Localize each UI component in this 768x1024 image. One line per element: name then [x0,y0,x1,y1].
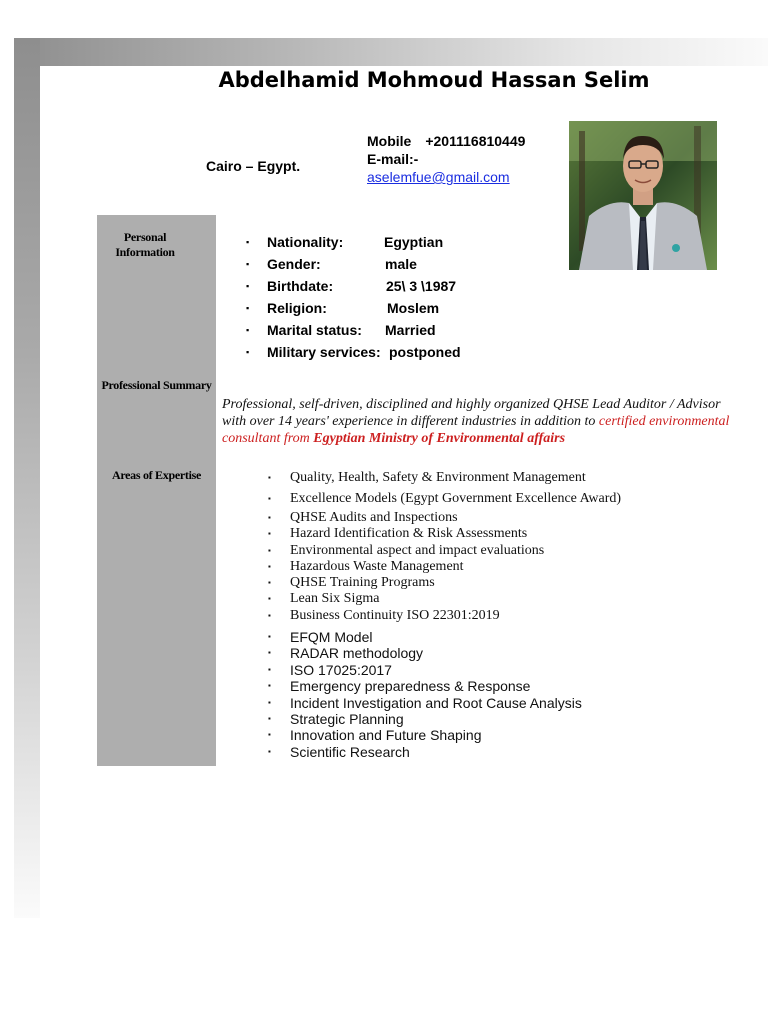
bullet-icon: ▪ [246,281,250,291]
info-label: Gender: [267,256,321,272]
list-item [268,543,544,559]
expertise-item: Excellence Models (Egypt Government Excellence Award) [290,491,622,506]
expertise-item: QHSE Audits and Inspections [290,510,458,525]
bullet-icon: ▪ [268,730,271,740]
bullet-icon: ▪ [246,347,250,357]
list-item [268,678,582,694]
bullet-icon: ▪ [268,610,271,620]
bullet-icon: ▪ [268,529,271,539]
mobile-label: Mobile [367,133,412,149]
expertise-item: Environmental aspect and impact evaluations [290,542,545,558]
expertise-item: Incident Investigation and Root Cause Analysis [290,694,582,711]
expertise-item: RADAR methodology [290,645,424,662]
list-item [268,526,544,542]
bullet-icon: ▪ [268,473,271,482]
list-item [268,711,582,727]
info-value: 25\ 3 \1987 [386,278,457,294]
expertise-list-qhse [268,510,544,624]
list-item [268,510,544,526]
profile-photo [569,121,717,270]
bullet-icon: ▪ [268,714,271,724]
summary-highlight: certified environmental consultant from [222,414,730,446]
info-value: postponed [389,344,461,360]
contact-block [367,132,525,186]
info-label: Nationality: [267,234,344,250]
bullet-icon: ▪ [246,303,250,313]
bullet-icon: ▪ [268,697,271,707]
expertise-item: EFQM Model [290,629,373,645]
side-gradient-bar [14,38,40,918]
expertise-item: Scientific Research [290,743,410,760]
bullet-icon: ▪ [246,237,250,247]
info-value: Egyptian [384,234,444,250]
section-label-expertise: Areas of Expertise [111,468,202,482]
expertise-list-management [268,467,621,509]
info-label: Religion: [267,300,327,316]
expertise-item: Hazard Identification & Risk Assessments [290,526,528,542]
email-label: E-mail:- [367,151,419,167]
professional-summary [222,396,742,447]
list-item [268,645,582,661]
mobile-number: +201116810449 [425,133,526,149]
header-gradient-bar [14,38,768,66]
info-label: Marital status: [267,322,362,338]
info-value: Moslem [387,300,440,316]
expertise-item: Innovation and Future Shaping [290,727,482,744]
list-item [268,727,582,743]
summary-text: Professional, self-driven, disciplined and highly organized QHSE Lead Auditor / Advisor with over 14 years' experience in different industries in addition to [222,397,721,429]
bullet-icon: ▪ [268,594,271,604]
bullet-icon: ▪ [268,648,271,658]
bullet-icon: ▪ [246,259,250,269]
bullet-icon: ▪ [268,494,271,503]
expertise-list-strategy [268,629,582,760]
list-item [268,744,582,760]
section-sidebar [97,215,216,766]
expertise-item: Strategic Planning [290,711,404,728]
list-item [268,575,544,591]
list-item [268,488,621,509]
bullet-icon: ▪ [268,561,271,571]
expertise-item: ISO 17025:2017 [290,661,392,678]
list-item [268,608,544,624]
bullet-icon: ▪ [246,325,250,335]
expertise-item: Hazardous Waste Management [290,558,464,574]
expertise-item: Business Continuity ISO 22301:2019 [290,607,500,623]
list-item [268,467,621,488]
bullet-icon: ▪ [268,545,271,555]
bullet-icon: ▪ [268,681,271,691]
list-item [268,662,582,678]
expertise-item: QHSE Training Programs [290,575,435,591]
info-value: Married [385,322,436,338]
bullet-icon: ▪ [268,632,271,641]
location: Cairo – Egypt. [206,158,301,174]
bullet-icon: ▪ [268,513,271,522]
section-label-summary: Professional Summary [101,378,212,392]
list-item [268,559,544,575]
expertise-item: Lean Six Sigma [290,591,380,607]
candidate-name: Abdelhamid Mohmoud Hassan Selim [218,68,650,92]
list-item [268,695,582,711]
info-value: male [385,256,417,272]
summary-ministry: Egyptian Ministry of Environmental affairs [313,431,566,446]
bullet-icon: ▪ [268,746,271,756]
list-item [268,629,582,645]
list-item [268,591,544,607]
email-link[interactable]: aselemfue@gmail.com [367,169,510,185]
bullet-icon: ▪ [268,578,271,588]
expertise-item: Emergency preparedness & Response [290,678,531,695]
section-label-personal: Personal Information [115,230,175,259]
expertise-item: Quality, Health, Safety & Environment Management [290,470,586,485]
info-label: Military services: [267,344,381,360]
info-label: Birthdate: [267,278,334,294]
bullet-icon: ▪ [268,664,271,674]
